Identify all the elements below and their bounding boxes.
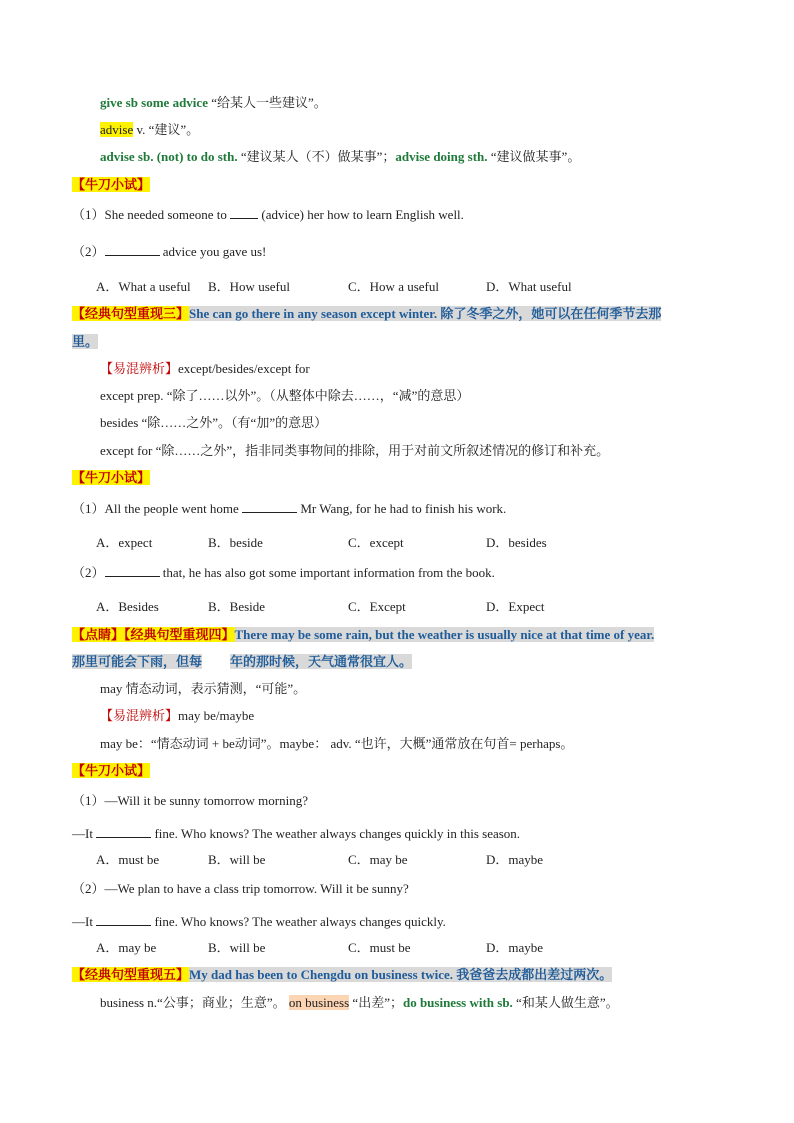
option-d[interactable]: D．maybe: [486, 940, 544, 955]
option-a[interactable]: A．Besides: [96, 599, 159, 614]
question-6-response: [72, 913, 446, 931]
note-except-for: except for “除……之外”，指非同类事物间的排除，用于对前文所叙述情况的修订和补充。: [100, 443, 610, 458]
question-number: （2）: [72, 565, 105, 580]
note-give-advice: [100, 94, 327, 112]
confusion-heading-2: [100, 707, 254, 725]
pattern-three-heading: [72, 305, 661, 323]
answer-blank[interactable]: [105, 564, 160, 577]
pattern-english: She can go there in any season except winter.: [189, 306, 438, 321]
pattern-five-heading: [72, 966, 612, 984]
option-c[interactable]: C．How a useful: [348, 279, 439, 294]
answer-blank[interactable]: [105, 243, 160, 256]
option-c[interactable]: C．may be: [348, 852, 408, 867]
option-c[interactable]: C．must be: [348, 940, 411, 955]
practice-tag: 【牛刀小试】: [72, 763, 151, 778]
question-3: [72, 500, 506, 518]
answer-blank[interactable]: [230, 206, 258, 219]
practice-tag: 【牛刀小试】: [72, 177, 151, 192]
response-text-b: fine. Who knows? The weather always changes quickly.: [151, 914, 446, 929]
response-text-a: —It: [72, 914, 97, 929]
option-c[interactable]: C．Except: [348, 599, 406, 614]
usage-key-2: advise doing sth.: [395, 149, 488, 164]
question-text-b: advice you gave us!: [159, 244, 267, 259]
pattern-chinese: 除了冬季之外，她可以在任何季节去那: [437, 306, 662, 321]
note-advise-usage: [100, 148, 580, 166]
question-text: —Will it be sunny tomorrow morning?: [104, 793, 308, 808]
confusion-words: except/besides/except for: [178, 361, 310, 376]
section-tag-practice-1: [72, 176, 150, 194]
question-1: [72, 206, 464, 224]
question-2: [72, 243, 266, 261]
question-number: （1）: [72, 501, 105, 516]
option-b[interactable]: B．beside: [208, 535, 263, 550]
on-business-meaning: “出差”；: [349, 995, 403, 1010]
option-a[interactable]: A．expect: [96, 535, 153, 550]
pattern-english: There may be some rain, but the weather is usually nice at that time of year.: [234, 627, 655, 642]
question-text: —We plan to have a class trip tomorrow. Will it be sunny?: [104, 881, 409, 896]
response-text-a: —It: [72, 826, 97, 841]
confusion-words: may be/maybe: [178, 708, 255, 723]
question-text-a: She needed someone to: [104, 207, 231, 222]
pattern-tag: 【经典句型重现五】: [72, 967, 190, 982]
question-4: [72, 564, 495, 582]
question-number: （1）: [72, 793, 105, 808]
answer-blank[interactable]: [242, 500, 297, 513]
option-a[interactable]: A．may be: [96, 940, 157, 955]
question-text-b: that, he has also got some important information from the book.: [159, 565, 495, 580]
option-b[interactable]: B．will be: [208, 852, 266, 867]
note-may-be-maybe: may be：“情态动词 + be动词”。maybe： adv. “也许，大概”通常放在句首= perhaps。: [100, 736, 574, 751]
note-besides: besides “除……之外”。（有“加”的意思）: [100, 415, 328, 430]
pattern-three-heading-cont: [72, 333, 98, 351]
pattern-chinese: 我爸爸去成都出差过两次。: [453, 967, 613, 982]
pattern-tag: 【经典句型重现三】: [72, 306, 190, 321]
answer-blank[interactable]: [96, 913, 151, 926]
question-number: （2）: [72, 881, 105, 896]
option-d[interactable]: D．besides: [486, 535, 547, 550]
option-c[interactable]: C．except: [348, 535, 404, 550]
practice-tag: 【牛刀小试】: [72, 470, 151, 485]
word-advise: advise: [100, 122, 134, 137]
section-tag-practice-2: [72, 469, 150, 487]
note-advise-verb: [100, 121, 199, 139]
usage-meaning-1: “建议某人（不）做某事”；: [237, 149, 396, 164]
note-business: [100, 994, 619, 1012]
question-text-a: All the people went home: [104, 501, 243, 516]
option-b[interactable]: B．will be: [208, 940, 266, 955]
confusion-tag: 【易混辨析】: [100, 708, 179, 723]
pattern-english: My dad has been to Chengdu on business twice.: [189, 967, 454, 982]
option-d[interactable]: D．maybe: [486, 852, 544, 867]
confusion-heading-1: [100, 360, 310, 378]
pattern-tag: 【点睛】【经典句型重现四】: [72, 627, 235, 642]
option-b[interactable]: B．Beside: [208, 599, 266, 614]
word-meaning: v. “建议”。: [133, 122, 200, 137]
question-6: [72, 880, 409, 898]
question-text-b: (advice) her how to learn English well.: [258, 207, 464, 222]
note-except: except prep. “除了……以外”。（从整体中除去……，“减”的意思）: [100, 388, 470, 403]
pattern-chinese-cont: 里。: [72, 334, 99, 349]
option-a[interactable]: A．What a useful: [96, 279, 191, 294]
pattern-chinese-cont: 年的那时候，天气通常很宜人。: [230, 654, 413, 669]
option-a[interactable]: A．must be: [96, 852, 160, 867]
phrase-key: give sb some advice: [100, 95, 208, 110]
do-business-meaning: “和某人做生意”。: [512, 995, 619, 1010]
question-text-b: Mr Wang, for he had to finish his work.: [297, 501, 507, 516]
phrase-meaning: “给某人一些建议”。: [207, 95, 327, 110]
business-definition: business n.“公事；商业；生意”。: [100, 995, 289, 1010]
pattern-four-heading: [72, 626, 654, 644]
answer-blank[interactable]: [96, 825, 151, 838]
pattern-chinese: 那里可能会下雨，但每: [72, 654, 203, 669]
confusion-tag: 【易混辨析】: [100, 361, 179, 376]
pattern-four-heading-cont: [72, 653, 412, 671]
option-d[interactable]: D．What useful: [486, 279, 572, 294]
note-may: may 情态动词，表示猜测，“可能”。: [100, 681, 307, 696]
section-tag-practice-3: [72, 762, 150, 780]
option-b[interactable]: B．How useful: [208, 279, 290, 294]
usage-meaning-2: “建议做某事”。: [487, 149, 581, 164]
option-d[interactable]: D．Expect: [486, 599, 545, 614]
question-5-response: [72, 825, 520, 843]
question-number: （1）: [72, 207, 105, 222]
question-number: （2）: [72, 244, 105, 259]
question-5: [72, 792, 308, 810]
response-text-b: fine. Who knows? The weather always changes quickly in this season.: [151, 826, 521, 841]
phrase-do-business: do business with sb.: [402, 995, 513, 1010]
usage-key-1: advise sb. (not) to do sth.: [100, 149, 238, 164]
phrase-on-business: on business: [288, 995, 350, 1010]
